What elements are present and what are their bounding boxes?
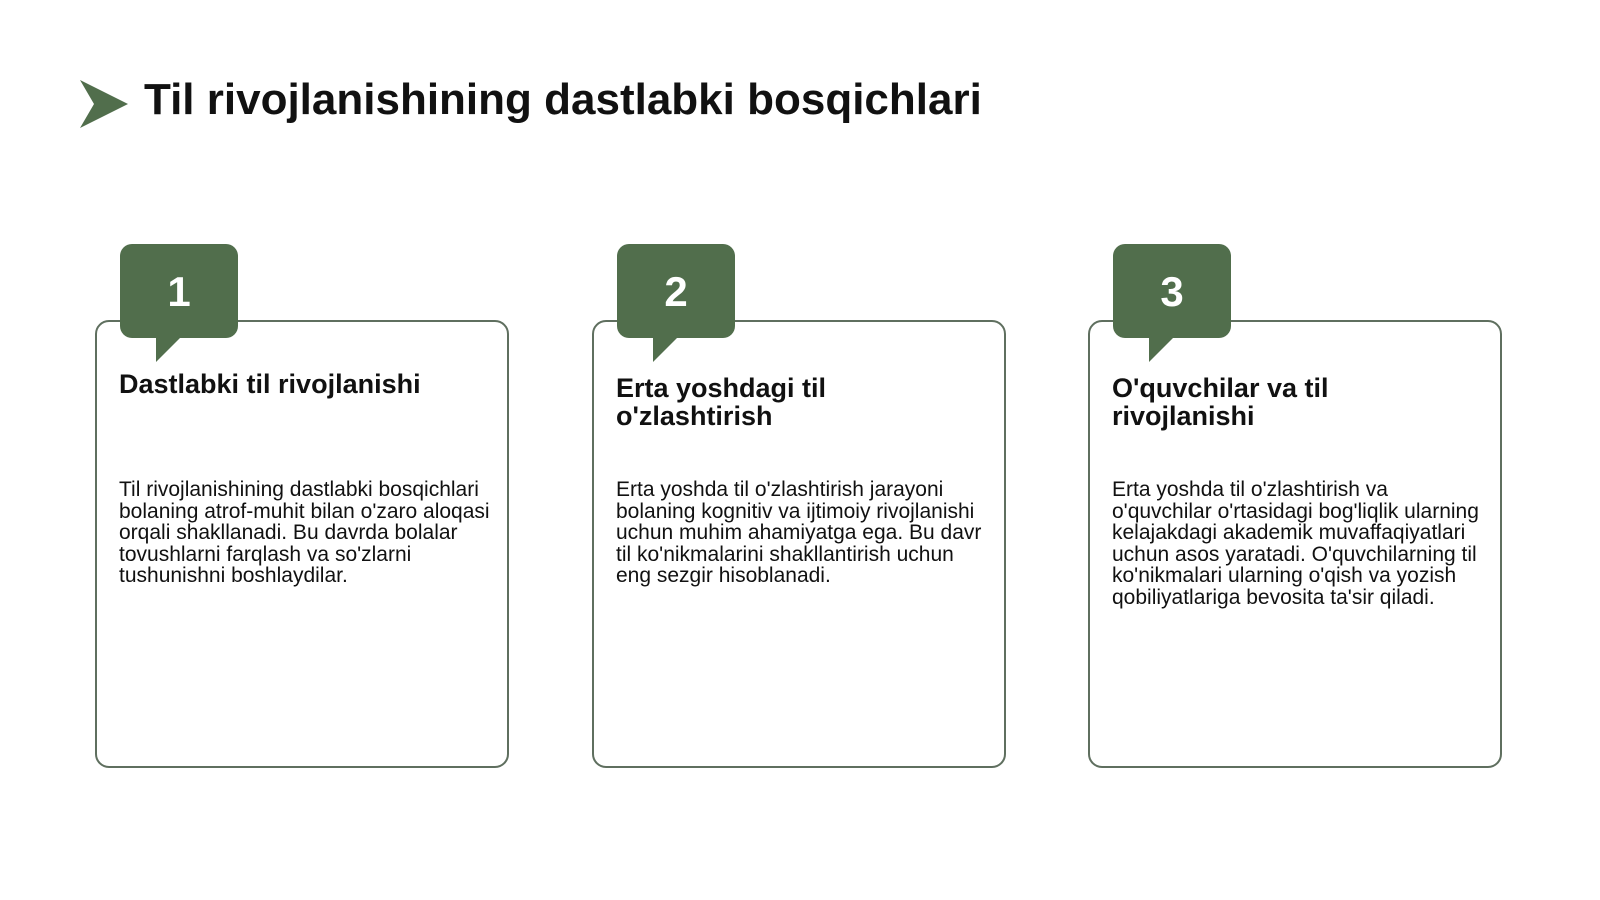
step-number: 3 [1160,268,1184,315]
card-3 [1088,320,1502,768]
page-title: Til rivojlanishining dastlabki bosqichlari [144,75,982,124]
step-badge-2 [617,244,735,338]
card-title: O'quvchilar va til rivojlanishi [1112,373,1329,431]
card-title: Dastlabki til rivojlanishi [119,369,421,399]
card-body: Erta yoshda til o'zlashtirish va o'quvchilar o'rtasidagi bog'liqlik ularning kelajakdagi akademik muvaffaqiyatlari uchun asos yaratadi. O'quvchilarning til ko'nikmalari ularning o'qish va yozish qobiliyatlariga bevosita ta'sir qiladi. [1112,478,1479,609]
card-1 [95,320,509,768]
card-2 [592,320,1006,768]
step-badge-3 [1113,244,1231,338]
card-body: Erta yoshda til o'zlashtirish jarayoni bolaning kognitiv va ijtimoiy rivojlanishi uchun muhim ahamiyatga ega. Bu davr til ko'nikmalarini shakllantirish uchun eng sezgir hisoblanadi. [616,478,982,587]
card-body: Til rivojlanishining dastlabki bosqichlari bolaning atrof-muhit bilan o'zaro aloqasi orqali shakllanadi. Bu davrda bolalar tovushlarni farqlash va so'zlarni tushunishni boshlaydilar. [119,478,490,587]
step-number: 1 [167,268,191,315]
step-badge-1 [120,244,238,338]
card-title: Erta yoshdagi til o'zlashtirish [616,373,827,431]
arrow-right-icon [80,80,128,128]
step-number: 2 [664,268,688,315]
